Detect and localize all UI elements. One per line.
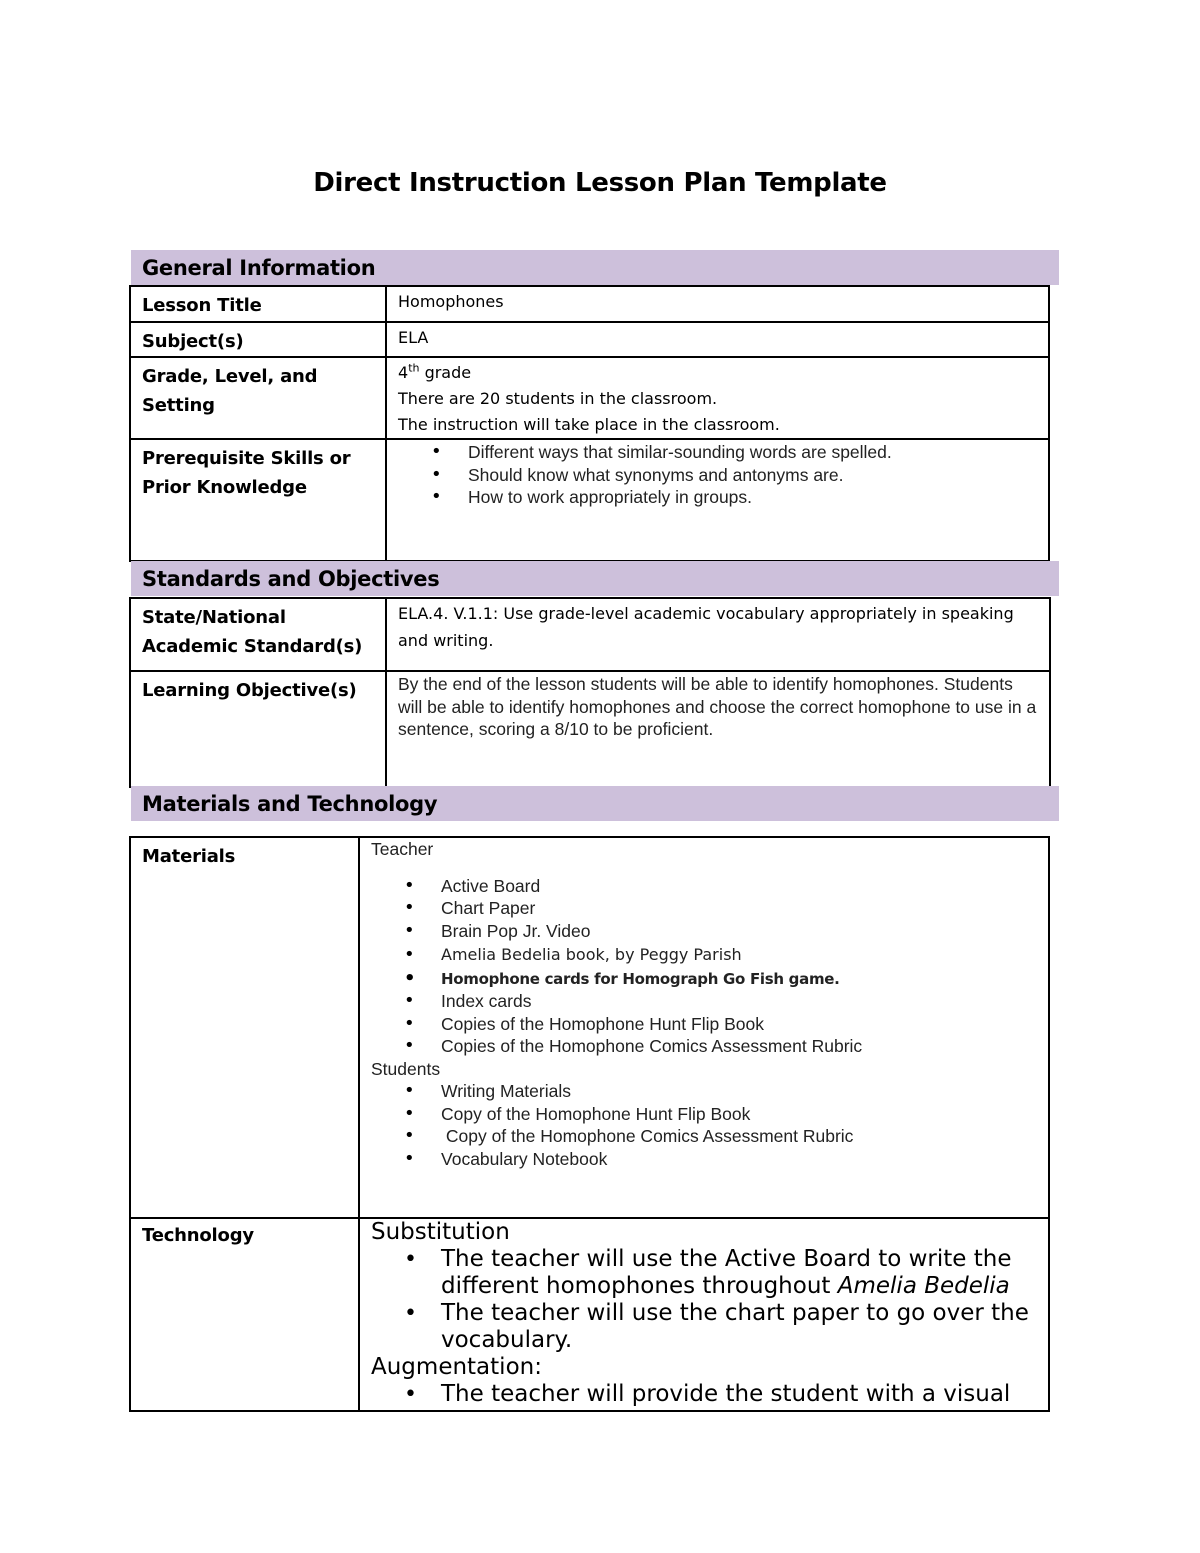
substitution-list — [371, 1246, 1038, 1354]
list-item: • Homophone cards for Homograph Go Fish game. — [371, 968, 1038, 990]
technology-value — [359, 1218, 1049, 1411]
list-item: • Index cards — [371, 990, 1038, 1013]
list-item: • How to work appropriately in groups. — [398, 486, 1038, 509]
table-row — [130, 286, 1049, 322]
teacher-materials-list — [371, 875, 1038, 1058]
prereq-value — [386, 439, 1049, 561]
grade-label — [130, 357, 386, 439]
student-materials-list — [371, 1080, 1038, 1170]
grade-superscript: th — [408, 361, 420, 375]
list-item: • The teacher will use the chart paper to go over the vocabulary. — [371, 1300, 1038, 1354]
augmentation-heading: Augmentation: — [371, 1354, 542, 1380]
grade-number: 4 — [398, 363, 409, 382]
table-row — [130, 439, 1049, 561]
subject-label: Subject(s) — [130, 322, 386, 357]
list-item: • Different ways that similar-sounding words are spelled. — [398, 441, 1038, 464]
standard-label-line2: Academic Standard(s) — [142, 636, 363, 657]
grade-suffix: grade — [419, 363, 472, 382]
prereq-label-line1: Prerequisite Skills or — [142, 448, 351, 469]
grade-label-line1: Grade, Level, and — [142, 366, 318, 387]
objective-value: By the end of the lesson students will be able to identify homophones. Students will be able to identify homophones and choose the correct homophone to use in a sentence, scoring a 8/10 to be proficient. — [386, 671, 1050, 787]
materials-table — [129, 836, 1050, 1412]
grade-value — [386, 357, 1049, 439]
grade-label-line2: Setting — [142, 395, 215, 416]
subject-value: ELA — [386, 322, 1049, 357]
list-item: • Chart Paper — [371, 897, 1038, 920]
standard-value: ELA.4. V.1.1: Use grade-level academic vocabulary appropriately in speaking and writing. — [386, 598, 1050, 671]
list-item: • Copy of the Homophone Comics Assessment Rubric — [371, 1125, 1038, 1148]
list-item: • Active Board — [371, 875, 1038, 898]
table-row — [130, 357, 1049, 439]
table-row — [130, 671, 1050, 787]
list-item: • Copies of the Homophone Hunt Flip Book — [371, 1013, 1038, 1036]
table-row — [130, 598, 1050, 671]
list-item: • Should know what synonyms and antonyms are. — [398, 464, 1038, 487]
standard-label-line1: State/National — [142, 607, 286, 628]
grade-line2: There are 20 students in the classroom. — [398, 389, 718, 408]
table-row — [130, 837, 1049, 1218]
list-item: • Writing Materials — [371, 1080, 1038, 1103]
prereq-label-line2: Prior Knowledge — [142, 477, 307, 498]
grade-line1 — [398, 360, 1038, 386]
materials-value — [359, 837, 1049, 1218]
list-item: • Copy of the Homophone Hunt Flip Book — [371, 1103, 1038, 1126]
objective-label: Learning Objective(s) — [130, 671, 386, 787]
materials-label: Materials — [130, 837, 359, 1218]
document-title: Direct Instruction Lesson Plan Template — [313, 168, 887, 198]
section-heading-standards: Standards and Objectives — [131, 561, 1059, 596]
table-row — [130, 322, 1049, 357]
tech-item1-book-title: Amelia Bedelia — [837, 1273, 1010, 1299]
tech-item1-text: The teacher will use the Active Board to write the different homophones throughout — [441, 1246, 1012, 1299]
standard-label — [130, 598, 386, 671]
section-heading-materials: Materials and Technology — [131, 786, 1059, 821]
list-item: • Copies of the Homophone Comics Assessment Rubric — [371, 1035, 1038, 1058]
list-item: • Vocabulary Notebook — [371, 1148, 1038, 1171]
substitution-heading: Substitution — [371, 1219, 510, 1245]
grade-line3: The instruction will take place in the classroom. — [398, 415, 780, 434]
general-info-table — [129, 285, 1050, 562]
list-item: • Brain Pop Jr. Video — [371, 920, 1038, 943]
students-heading: Students — [371, 1058, 441, 1079]
list-item: • The teacher will provide the student with a visual — [371, 1381, 1038, 1408]
lesson-title-value: Homophones — [386, 286, 1049, 322]
table-row — [130, 1218, 1049, 1411]
standards-table — [129, 597, 1051, 788]
section-heading-general: General Information — [131, 250, 1059, 285]
prereq-label — [130, 439, 386, 561]
lesson-title-label: Lesson Title — [130, 286, 386, 322]
list-item: • Amelia Bedelia book, by Peggy Parish — [371, 942, 1038, 968]
prereq-list — [398, 441, 1038, 509]
technology-label: Technology — [130, 1218, 359, 1411]
augmentation-list — [371, 1381, 1038, 1408]
teacher-heading: Teacher — [371, 839, 434, 859]
list-item — [371, 1246, 1038, 1300]
